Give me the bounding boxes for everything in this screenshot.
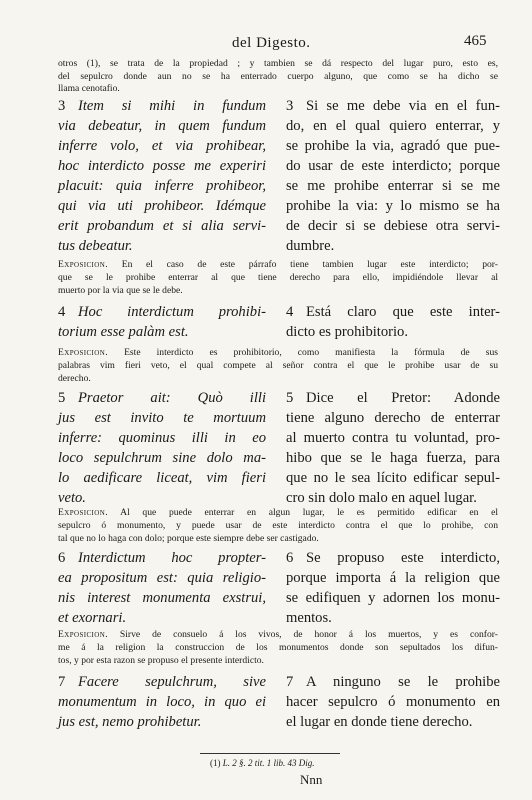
footnote <box>210 758 315 768</box>
text-line: Exposicion. Sirve de consuelo á los vivos, de honor á los muertos, y es confor- <box>58 629 498 640</box>
text-line: tiene alguno derecho de enterrar <box>286 410 500 426</box>
text-line: qui via uti prohibeor. Idémque <box>58 198 266 214</box>
text-line: jus est, nemo prohibetur. <box>58 714 202 730</box>
text-line: de decir si se debiese otra servi- <box>286 218 500 234</box>
text-line: monumentum in loco, in quo ei <box>58 694 266 710</box>
exposicion-5 <box>58 506 498 545</box>
paragraph-number: 7 <box>58 674 66 690</box>
latin-column <box>58 96 266 256</box>
text-line: 6 Se propuso este interdicto, <box>286 550 500 566</box>
text-line: inferre volo, et via prohibear, <box>58 138 266 154</box>
text-line: placuit: quia inferre prohibeor, <box>58 178 266 194</box>
text-line: prohibe la via: y lo mismo se ha <box>286 198 500 214</box>
text-line: nis interest monumenta exstrui, <box>58 590 266 606</box>
text-line: que no le sea lícito edificar sepul- <box>286 470 500 486</box>
paragraph-number: 7 <box>286 674 294 690</box>
latin-column <box>58 548 266 628</box>
text-line: dumbre. <box>286 238 335 254</box>
paragraph-number: 3 <box>58 98 66 114</box>
text-line: muerto por la via que se le debe. <box>58 285 183 296</box>
text-line: do, en el qual quiero enterrar, y <box>286 118 500 134</box>
intro-paragraph <box>58 58 498 96</box>
text-line: dicto es prohibitorio. <box>286 324 409 340</box>
text-line: Exposicion. Al que puede enterrar en algun lugar, le es permitido edificar en el <box>58 507 498 518</box>
text-line: tus debeatur. <box>58 238 133 254</box>
exposicion-label: Exposicion. <box>58 347 108 358</box>
text-line: el lugar en donde tiene derecho. <box>286 714 473 730</box>
text-line: veto. <box>58 490 86 506</box>
text-line: al muerto contra tu voluntad, pro- <box>286 430 500 446</box>
text-line: loco sepulchrum sine dolo ma- <box>58 450 266 466</box>
text-line: via debeatur, in quem fundum <box>58 118 266 134</box>
paragraph-number: 6 <box>286 550 294 566</box>
text-line: se prohibe la via, agradó que pue- <box>286 138 500 154</box>
text-line: porque importa á la religion que <box>286 570 500 586</box>
text-line: 4 Está claro que este inter- <box>286 304 500 320</box>
text-line: Exposicion. Este interdicto es prohibitorio, como manifiesta la fórmula de sus <box>58 347 498 358</box>
text-line: hacer sepulcro ó monumento en <box>286 694 500 710</box>
footnote-rule <box>200 753 340 754</box>
text-line: 7 Facere sepulchrum, sive <box>58 674 266 690</box>
spanish-column <box>286 302 500 342</box>
text-line: jus est invito te mortuum <box>58 410 266 426</box>
text-line: 5 Praetor ait: Quò illi <box>58 390 266 406</box>
text-line: que se le prohibe enterrar al que tiene derecho para ello, impidiéndole llevar al <box>58 272 498 283</box>
exposicion-4 <box>58 346 498 385</box>
text-line: et exornari. <box>58 610 127 626</box>
text-line: inferre: quominus illi in eo <box>58 430 266 446</box>
text-line: derecho. <box>58 373 91 384</box>
latin-column <box>58 302 266 342</box>
text-line: cro sin dolo malo en aquel lugar. <box>286 490 477 506</box>
exposicion-label: Exposicion. <box>58 507 108 518</box>
text-line: hibo que se le haga fuerza, para <box>286 450 500 466</box>
exposicion-3 <box>58 258 498 297</box>
paragraph-number: 6 <box>58 550 66 566</box>
text-line: sepulcro ó monumento, y puede usar de este interdicto contra el que lo prohibe, con <box>58 520 498 531</box>
paragraph-number: 4 <box>58 304 66 320</box>
text-line: se edifiquen y adornen los monu- <box>286 590 500 606</box>
latin-column <box>58 672 266 732</box>
text-line: llama cenotafio. <box>58 83 120 94</box>
text-line: mentos. <box>286 610 332 626</box>
text-line: 3 Si se me debe via en el fun- <box>286 98 500 114</box>
paragraph-number: 3 <box>286 98 294 114</box>
latin-column <box>58 388 266 508</box>
exposicion-6 <box>58 628 498 667</box>
text-line: 5 Dice el Pretor: Adonde <box>286 390 500 406</box>
text-line: erit probandum et si alia servi- <box>58 218 266 234</box>
text-line: tal que no lo haga con dolo; porque este siempre debe ser castigado. <box>58 533 319 544</box>
text-line: del sepulcro donde aun no se ha enterrado cuerpo alguno, que como se ha dicho se <box>58 70 498 82</box>
exposicion-label: Exposicion. <box>58 259 108 270</box>
text-line: torium esse palàm est. <box>58 324 189 340</box>
text-line: lo aedificare liceat, vim fieri <box>58 470 266 486</box>
paragraph-number: 5 <box>286 390 294 406</box>
spanish-column <box>286 548 500 628</box>
running-title: del Digesto. <box>232 35 311 51</box>
text-line: 7 A ninguno se le prohibe <box>286 674 500 690</box>
spanish-column <box>286 672 500 732</box>
footnote-text: L. 2 §. 2 tit. 1 lib. 43 Dig. <box>222 758 315 768</box>
text-line: se me prohibe enterrar si se me <box>286 178 500 194</box>
text-line: hoc interdicto posse me experiri <box>58 158 266 174</box>
spanish-column <box>286 96 500 256</box>
signature-mark: Nnn <box>300 772 323 787</box>
text-line: do usar de este interdicto; porque <box>286 158 500 174</box>
page-header <box>0 35 532 57</box>
text-line: me á la religion la construccion de los monumentos donde son sepultados los difun- <box>58 642 498 653</box>
text-line: palabras vim fieri veto, el qual compete al señor contra el que le prohibe usar de su <box>58 360 498 371</box>
paragraph-number: 4 <box>286 304 294 320</box>
page-number: 465 <box>464 33 487 49</box>
text-line: 6 Interdictum hoc propter- <box>58 550 266 566</box>
spanish-column <box>286 388 500 508</box>
text-line: 4 Hoc interdictum prohibi- <box>58 304 266 320</box>
text-line: 3 Item si mihi in fundum <box>58 98 266 114</box>
text-line: otros (1), se trata de la propiedad ; y tambien se dá respecto del lugar puro, esto es, <box>58 58 498 69</box>
paragraph-number: 5 <box>58 390 66 406</box>
footnote-mark: (1) <box>210 758 221 768</box>
text-line: Exposicion. En el caso de este párrafo tiene tambien lugar este interdicto; por- <box>58 259 498 270</box>
text-line: ea propositum est: quia religio- <box>58 570 266 586</box>
exposicion-label: Exposicion. <box>58 629 108 640</box>
text-line: tos, y por esta razon se propuso el presente interdicto. <box>58 655 264 666</box>
